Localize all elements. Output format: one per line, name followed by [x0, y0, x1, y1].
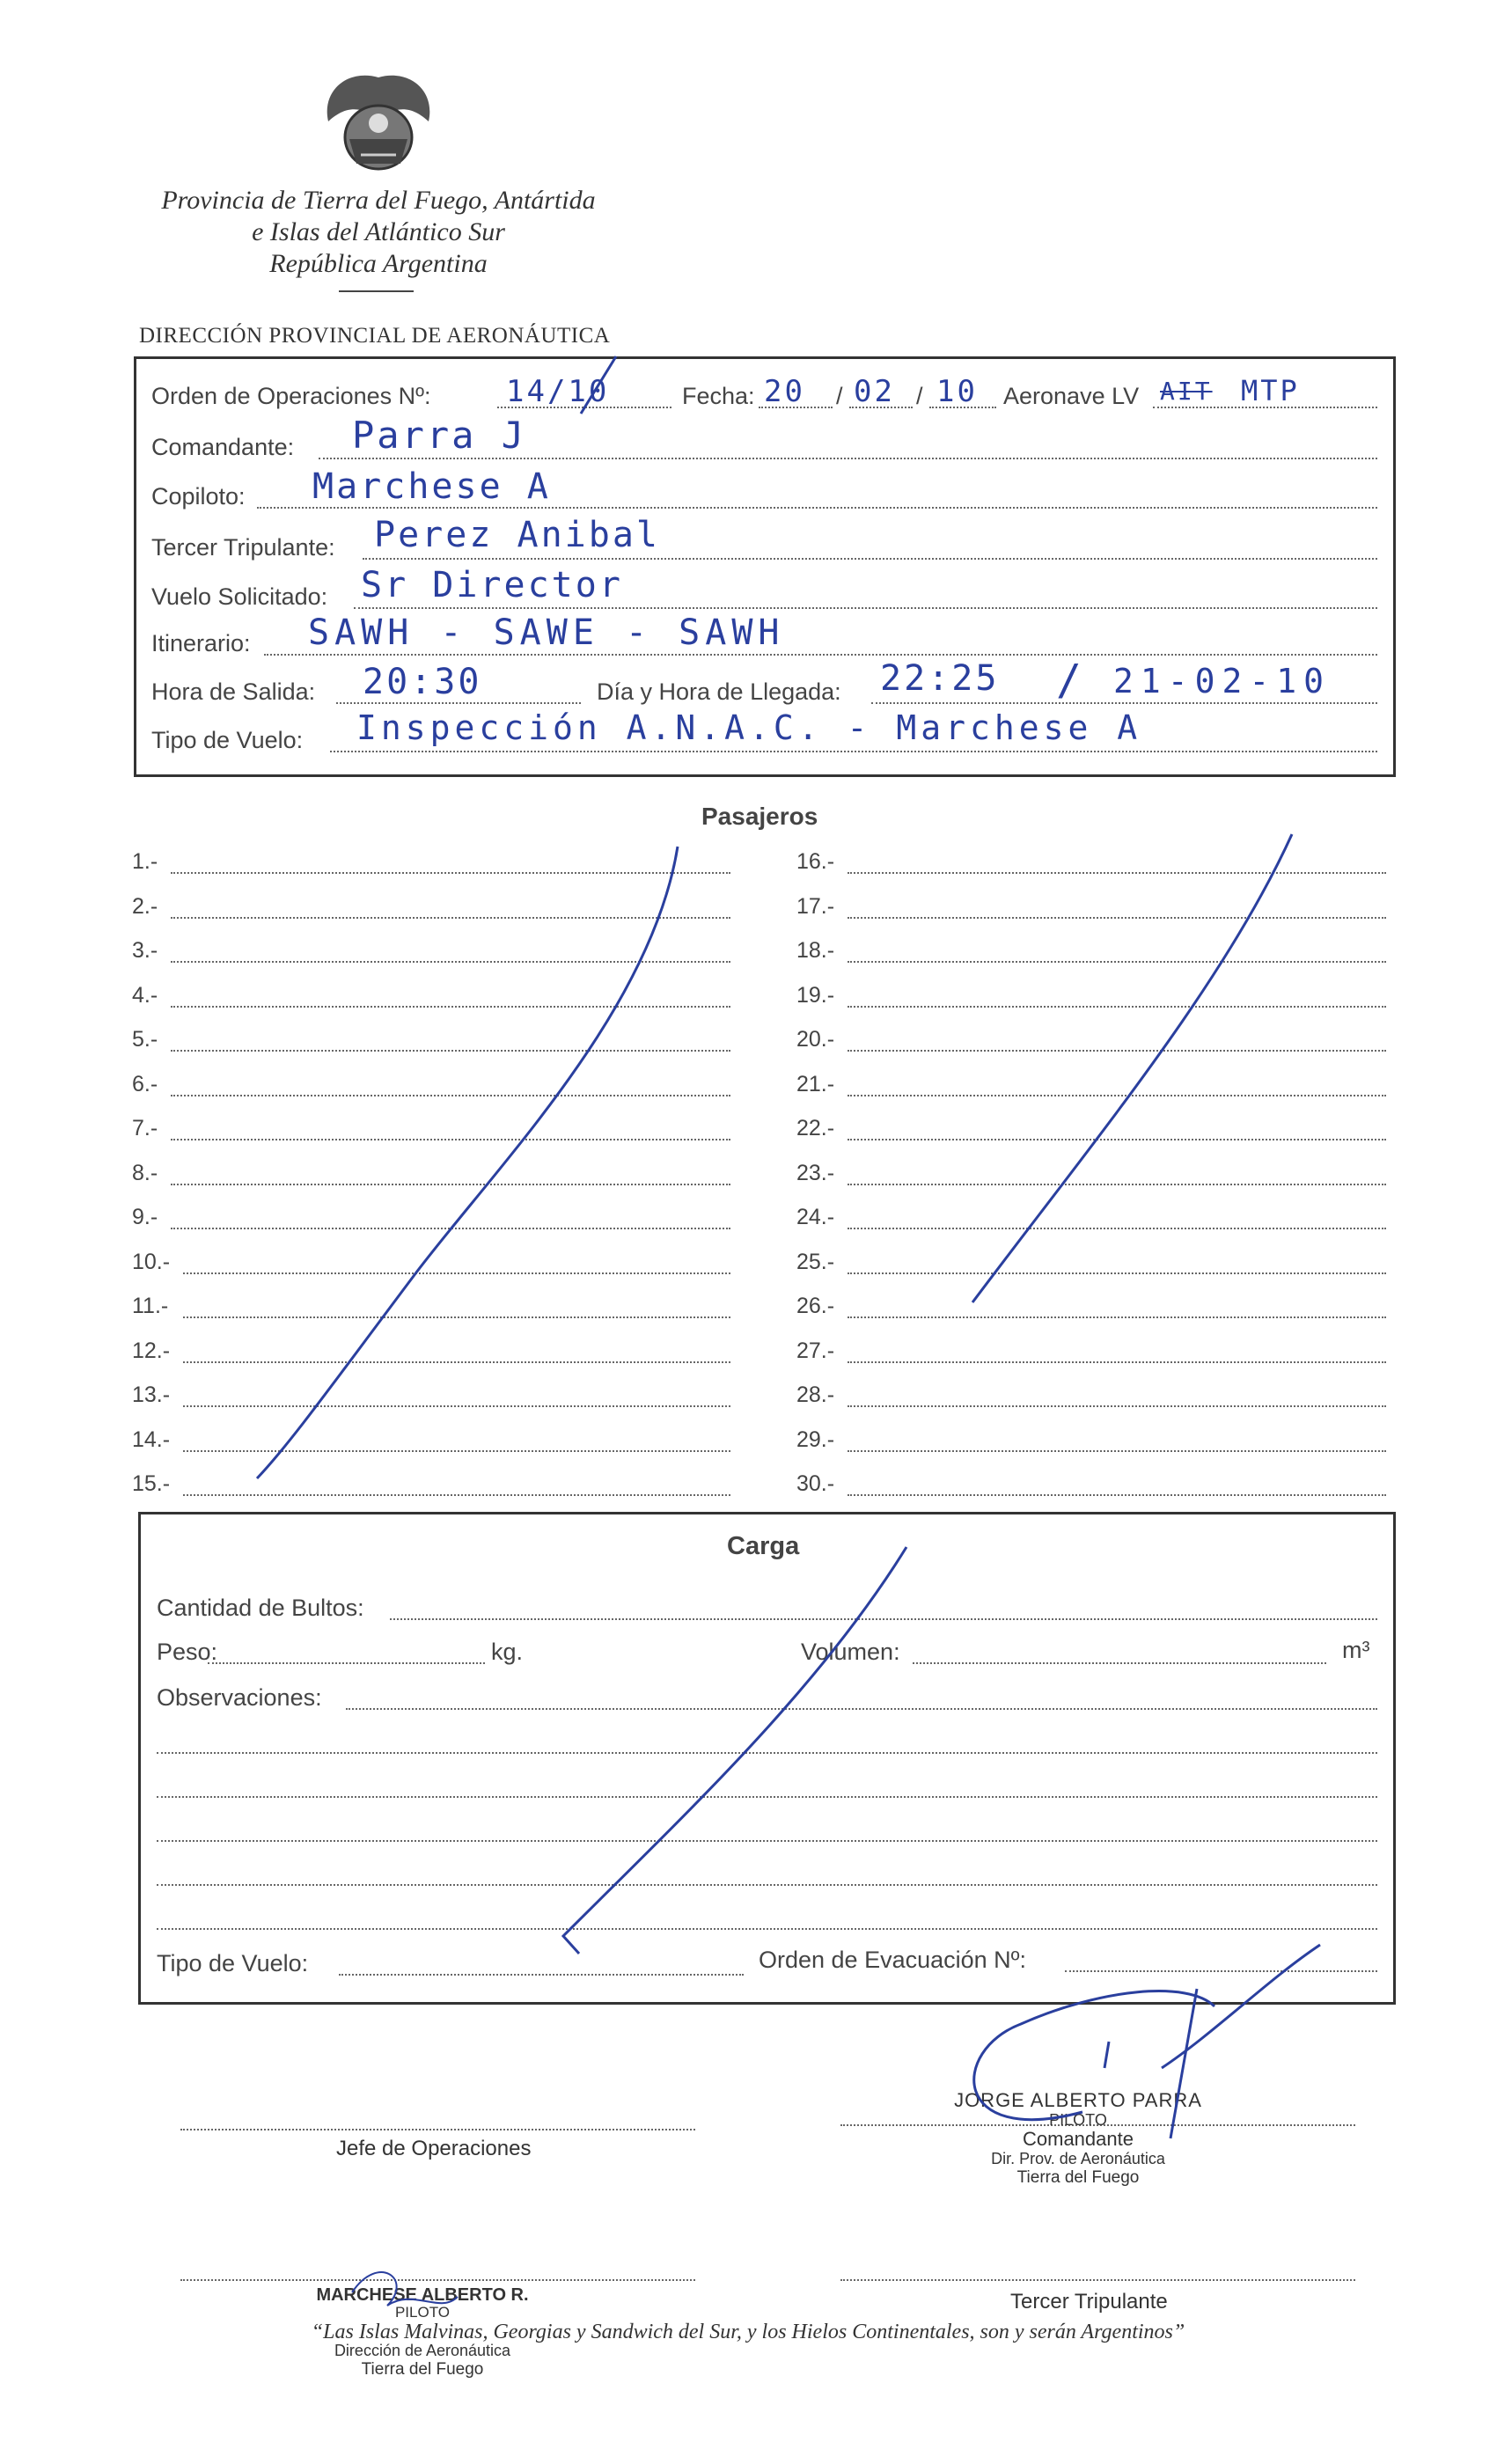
observaciones-line-4 — [157, 1840, 1377, 1842]
passenger-field — [848, 1316, 1386, 1318]
salida-field — [336, 702, 581, 704]
passenger-number: 27.- — [796, 1338, 835, 1363]
aeronave-value: MTP — [1241, 374, 1300, 407]
observaciones-line-6 — [157, 1928, 1377, 1930]
passenger-row — [132, 1027, 730, 1059]
evacuacion-label: Orden de Evacuación Nº: — [759, 1947, 1027, 1973]
passenger-field — [171, 1095, 730, 1096]
fecha-label: Fecha: — [682, 383, 755, 409]
passenger-field — [183, 1494, 730, 1496]
carga-title: Carga — [727, 1532, 800, 1560]
passenger-number: 29.- — [796, 1426, 835, 1452]
passenger-row — [132, 1427, 730, 1459]
passenger-number: 14.- — [132, 1426, 171, 1452]
passenger-number: 30.- — [796, 1471, 835, 1496]
passenger-row — [132, 1338, 730, 1370]
passenger-field — [848, 1095, 1386, 1096]
observaciones-line-5 — [157, 1884, 1377, 1886]
passenger-field — [183, 1450, 730, 1452]
passenger-row — [132, 1161, 730, 1192]
vuelo-field — [354, 607, 1377, 609]
passenger-field — [171, 1228, 730, 1229]
passenger-row — [796, 1250, 1386, 1281]
passenger-number: 20.- — [796, 1027, 835, 1052]
passenger-row — [132, 983, 730, 1015]
passenger-row — [796, 849, 1386, 881]
carga-tipo-field — [339, 1974, 744, 1976]
passenger-number: 6.- — [132, 1071, 158, 1096]
comandante-name: JORGE ALBERTO PARRA — [954, 2089, 1202, 2111]
passenger-field — [848, 1494, 1386, 1496]
passenger-number: 3.- — [132, 938, 158, 963]
fecha-day: 20 — [764, 374, 805, 409]
passenger-number: 7.- — [132, 1116, 158, 1140]
passenger-row — [796, 1027, 1386, 1059]
tercer-signature-line — [840, 2279, 1355, 2281]
province-line-1: Provincia de Tierra del Fuego, Antártida — [161, 186, 596, 215]
passenger-number: 25.- — [796, 1249, 835, 1274]
passenger-field — [183, 1405, 730, 1407]
aeronave-label: Aeronave LV — [1003, 383, 1140, 409]
passenger-number: 13.- — [132, 1382, 171, 1407]
passenger-field — [848, 1405, 1386, 1407]
bultos-field — [390, 1618, 1377, 1620]
passenger-row — [132, 1471, 730, 1503]
itinerario-label: Itinerario: — [151, 630, 251, 656]
passenger-number: 2.- — [132, 893, 158, 919]
tercer-value: Perez Anibal — [374, 515, 660, 555]
passenger-row — [796, 1427, 1386, 1459]
passenger-row — [796, 1338, 1386, 1370]
comandante-org-2: Tierra del Fuego — [1016, 2168, 1140, 2187]
passenger-field — [848, 961, 1386, 963]
passenger-number: 11.- — [132, 1294, 169, 1318]
passenger-field — [848, 872, 1386, 874]
passenger-number: 1.- — [132, 849, 158, 874]
volumen-unit: m³ — [1342, 1637, 1370, 1663]
passenger-field — [848, 1450, 1386, 1452]
llegada-field — [871, 702, 1377, 704]
passenger-row — [132, 894, 730, 926]
passenger-field — [848, 1139, 1386, 1140]
itinerario-field — [264, 654, 1377, 656]
observaciones-field — [346, 1708, 1377, 1710]
peso-unit: kg. — [491, 1639, 524, 1665]
marchese-stamp-org — [290, 2341, 554, 2380]
jefe-label: Jefe de Operaciones — [336, 2137, 532, 2160]
coat-of-arms-logo — [312, 69, 444, 179]
passenger-number: 9.- — [132, 1205, 158, 1229]
passenger-field — [171, 961, 730, 963]
passenger-field — [848, 1006, 1386, 1008]
passenger-row — [132, 1250, 730, 1281]
passenger-field — [848, 1228, 1386, 1229]
passenger-field — [848, 1050, 1386, 1052]
passenger-row — [796, 1294, 1386, 1325]
passenger-field — [171, 1139, 730, 1140]
tipo-label: Tipo de Vuelo: — [151, 727, 304, 753]
passenger-row — [132, 1294, 730, 1325]
passenger-number: 19.- — [796, 982, 835, 1008]
fecha-sep-1: / — [836, 383, 843, 409]
bultos-label: Cantidad de Bultos: — [157, 1595, 364, 1621]
passenger-field — [171, 872, 730, 874]
comandante-stamp — [924, 2091, 1232, 2188]
passenger-number: 5.- — [132, 1027, 158, 1052]
marchese-stamp — [290, 2286, 554, 2321]
copiloto-field — [257, 507, 1377, 509]
passenger-row — [132, 1072, 730, 1104]
passenger-field — [183, 1272, 730, 1274]
passenger-field — [171, 1050, 730, 1052]
llegada-date: 21-02-10 — [1113, 662, 1332, 700]
passenger-number: 16.- — [796, 849, 835, 874]
orden-value: 14/10 — [506, 374, 610, 409]
vuelo-value: Sr Director — [361, 565, 623, 605]
passenger-field — [848, 917, 1386, 919]
itinerario-value: SAWH - SAWE - SAWH — [308, 612, 785, 653]
passenger-row — [796, 894, 1386, 926]
passenger-field — [848, 1272, 1386, 1274]
passenger-row — [796, 983, 1386, 1015]
vuelo-label: Vuelo Solicitado: — [151, 583, 328, 610]
passenger-number: 24.- — [796, 1205, 835, 1229]
comandante-org-1: Dir. Prov. de Aeronáutica — [991, 2150, 1165, 2167]
copiloto-value: Marchese A — [312, 466, 551, 507]
observaciones-line-2 — [157, 1752, 1377, 1754]
stamp-org-1: Dirección de Aeronáutica — [334, 2342, 511, 2359]
fecha-sep-2: / — [916, 383, 923, 409]
footer-quote: “Las Islas Malvinas, Georgias y Sandwich del Sur, y los Hielos Continentales, son y serán Argentinos” — [311, 2321, 1185, 2343]
header-divider — [339, 290, 414, 292]
passenger-field — [848, 1361, 1386, 1363]
passenger-field — [171, 1184, 730, 1185]
orden-label: Orden de Operaciones Nº: — [151, 383, 431, 409]
volumen-field — [913, 1662, 1326, 1664]
passenger-row — [796, 1116, 1386, 1148]
passenger-row — [132, 1116, 730, 1148]
llegada-label: Día y Hora de Llegada: — [597, 678, 841, 705]
passenger-field — [183, 1361, 730, 1363]
passenger-row — [796, 1205, 1386, 1236]
fecha-month: 02 — [854, 374, 895, 409]
passenger-row — [796, 1072, 1386, 1104]
tercer-tripulante-label: Tercer Tripulante — [1010, 2290, 1168, 2314]
passenger-number: 4.- — [132, 982, 158, 1008]
passenger-number: 15.- — [132, 1471, 171, 1496]
stamp-org-2: Tierra del Fuego — [361, 2360, 484, 2379]
passenger-field — [171, 1006, 730, 1008]
fecha-year: 10 — [936, 374, 978, 409]
passenger-number: 17.- — [796, 893, 835, 919]
province-line-3: República Argentina — [269, 249, 488, 278]
salida-label: Hora de Salida: — [151, 678, 316, 705]
passenger-number: 23.- — [796, 1160, 835, 1185]
passenger-field — [848, 1184, 1386, 1185]
carga-box — [138, 1512, 1396, 2005]
province-line-2: e Islas del Atlántico Sur — [252, 217, 505, 246]
carga-tipo-label: Tipo de Vuelo: — [157, 1950, 309, 1976]
passenger-row — [796, 1161, 1386, 1192]
province-name — [132, 185, 625, 280]
salida-value: 20:30 — [363, 662, 482, 702]
comandante-value: Parra J — [352, 414, 527, 457]
passenger-number: 22.- — [796, 1116, 835, 1140]
passenger-row — [796, 1382, 1386, 1414]
passenger-field — [171, 917, 730, 919]
tipo-field — [330, 751, 1377, 752]
observaciones-line-3 — [157, 1796, 1377, 1798]
peso-label: Peso: — [157, 1639, 218, 1665]
tercer-field — [363, 558, 1377, 560]
passenger-number: 10.- — [132, 1249, 171, 1274]
volumen-label: Volumen: — [801, 1639, 900, 1665]
observaciones-label: Observaciones: — [157, 1684, 322, 1711]
passenger-number: 28.- — [796, 1382, 835, 1407]
passenger-field — [183, 1316, 730, 1318]
passenger-row — [132, 938, 730, 970]
passenger-row — [132, 1382, 730, 1414]
passenger-row — [796, 938, 1386, 970]
jefe-signature-line — [180, 2129, 695, 2130]
pasajeros-title: Pasajeros — [701, 803, 818, 830]
passenger-number: 8.- — [132, 1160, 158, 1185]
llegada-value: 22:25 — [880, 658, 1000, 699]
llegada-separator: / — [1056, 656, 1084, 705]
copiloto-label: Copiloto: — [151, 483, 246, 510]
comandante-field — [319, 458, 1377, 459]
comandante-role: PILOTO — [1049, 2111, 1107, 2129]
peso-field — [208, 1662, 485, 1664]
passenger-number: 12.- — [132, 1338, 171, 1363]
passenger-row — [796, 1471, 1386, 1503]
comandante-label: Comandante: — [151, 434, 295, 460]
evacuacion-field — [1065, 1970, 1377, 1972]
aeronave-struck: AIT — [1160, 377, 1213, 406]
tercer-label: Tercer Tripulante: — [151, 534, 335, 561]
stamp-name: MARCHESE ALBERTO R. — [316, 2285, 529, 2305]
stamp-signature-line — [180, 2279, 695, 2281]
stamp-role: PILOTO — [394, 2304, 451, 2321]
comandante-label: Comandante — [1023, 2128, 1134, 2150]
passenger-number: 26.- — [796, 1294, 835, 1318]
passenger-number: 21.- — [796, 1071, 835, 1096]
tipo-value: Inspección A.N.A.C. - Marchese A — [356, 708, 1142, 747]
passenger-row — [132, 1205, 730, 1236]
passenger-number: 18.- — [796, 938, 835, 963]
passenger-row — [132, 849, 730, 881]
department-title: DIRECCIÓN PROVINCIAL DE AERONÁUTICA — [139, 324, 611, 348]
